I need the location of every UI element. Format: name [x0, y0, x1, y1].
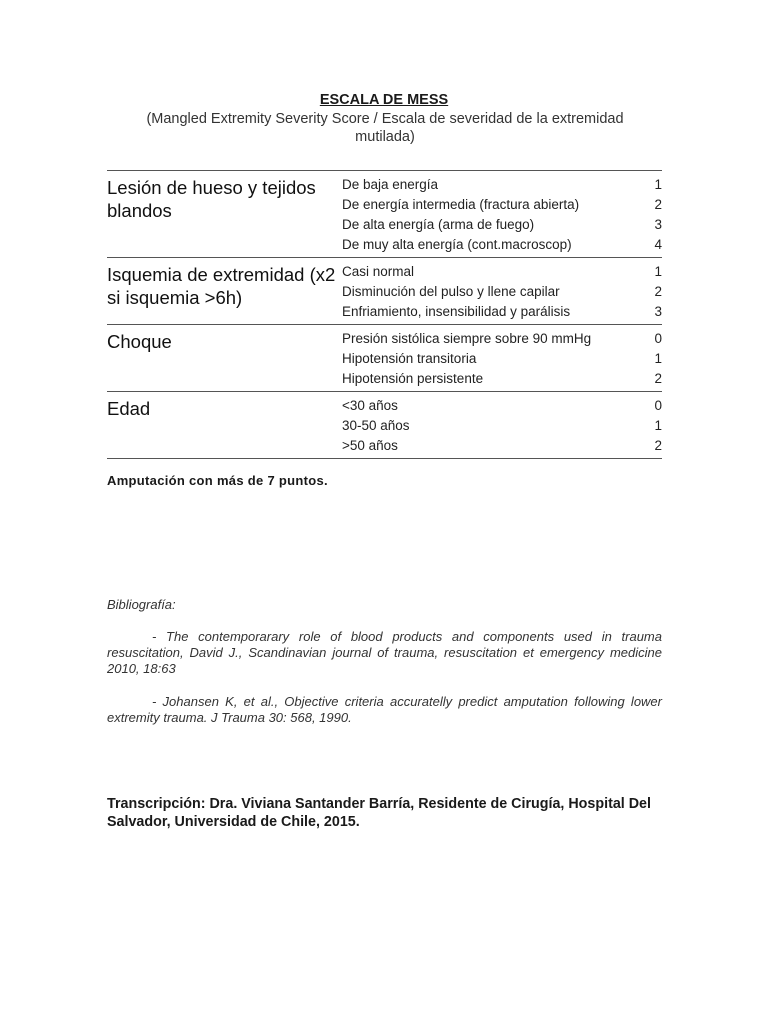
table-row	[342, 282, 662, 302]
table-row	[342, 215, 662, 235]
item-description: <30 años	[342, 398, 398, 413]
bibliography-reference: - Johansen K, et al., Objective criteria accuratelly predict amputation following lower extremity trauma. J Trauma 30: 568, 1990.	[107, 694, 662, 725]
table-group-age	[107, 391, 662, 459]
item-points: 4	[654, 237, 662, 252]
table-row	[342, 416, 662, 436]
item-points: 1	[654, 264, 662, 279]
item-description: Enfriamiento, insensibilidad y parálisis	[342, 304, 571, 319]
table-row	[342, 195, 662, 215]
group-name: Lesión de hueso y tejidos blandos	[107, 177, 316, 221]
bibliography-heading: Bibliografía:	[107, 597, 176, 612]
table-group-ischemia	[107, 257, 662, 324]
table-row	[342, 175, 662, 195]
item-points: 2	[654, 197, 662, 212]
table-row	[342, 235, 662, 255]
group-items	[342, 171, 662, 257]
table-row	[342, 396, 662, 416]
item-points: 0	[654, 398, 662, 413]
item-points: 1	[654, 418, 662, 433]
table-row	[342, 349, 662, 369]
bibliography-reference: - The contemporarary role of blood products and components used in trauma resuscitation, David J., Scandinavian journal of trauma, resuscitation et emergency medicine 2010, 18:63	[107, 629, 662, 676]
item-points: 1	[654, 177, 662, 192]
table-row	[342, 436, 662, 456]
item-description: 30-50 años	[342, 418, 410, 433]
item-points: 2	[654, 438, 662, 453]
table-group-shock	[107, 324, 662, 391]
item-description: De muy alta energía (cont.macroscop)	[342, 237, 572, 252]
group-name: Edad	[107, 398, 151, 419]
group-name: Choque	[107, 331, 172, 352]
table-row	[342, 262, 662, 282]
item-points: 1	[654, 351, 662, 366]
item-points: 0	[654, 331, 662, 346]
item-description: Disminución del pulso y llene capilar	[342, 284, 560, 299]
item-points: 3	[654, 217, 662, 232]
item-points: 3	[654, 304, 662, 319]
item-description: De alta energía (arma de fuego)	[342, 217, 535, 232]
document-subtitle: (Mangled Extremity Severity Score / Escala de severidad de la extremidad mutilada)	[146, 111, 624, 145]
group-items	[342, 258, 662, 324]
group-items	[342, 325, 662, 391]
group-name: Isquemia de extremidad (x2 si isquemia >6h)	[107, 264, 336, 308]
mess-score-table	[107, 170, 662, 459]
item-description: Casi normal	[342, 264, 415, 279]
item-points: 2	[654, 284, 662, 299]
amputation-note: Amputación con más de 7 puntos.	[107, 473, 328, 488]
table-row	[342, 329, 662, 349]
item-description: De baja energía	[342, 177, 439, 192]
document-title: ESCALA DE MESS	[319, 92, 449, 108]
item-points: 2	[654, 371, 662, 386]
item-description: Hipotensión transitoria	[342, 351, 477, 366]
item-description: Hipotensión persistente	[342, 371, 484, 386]
table-row	[342, 302, 662, 322]
transcription-credit: Transcripción: Dra. Viviana Santander Barría, Residente de Cirugía, Hospital Del Salvador, Universidad de Chile, 2015.	[107, 796, 651, 830]
item-description: Presión sistólica siempre sobre 90 mmHg	[342, 331, 592, 346]
item-description: De energía intermedia (fractura abierta)	[342, 197, 580, 212]
group-items	[342, 392, 662, 458]
item-description: >50 años	[342, 438, 398, 453]
table-group-bone-soft-tissue	[107, 170, 662, 257]
table-row	[342, 369, 662, 389]
